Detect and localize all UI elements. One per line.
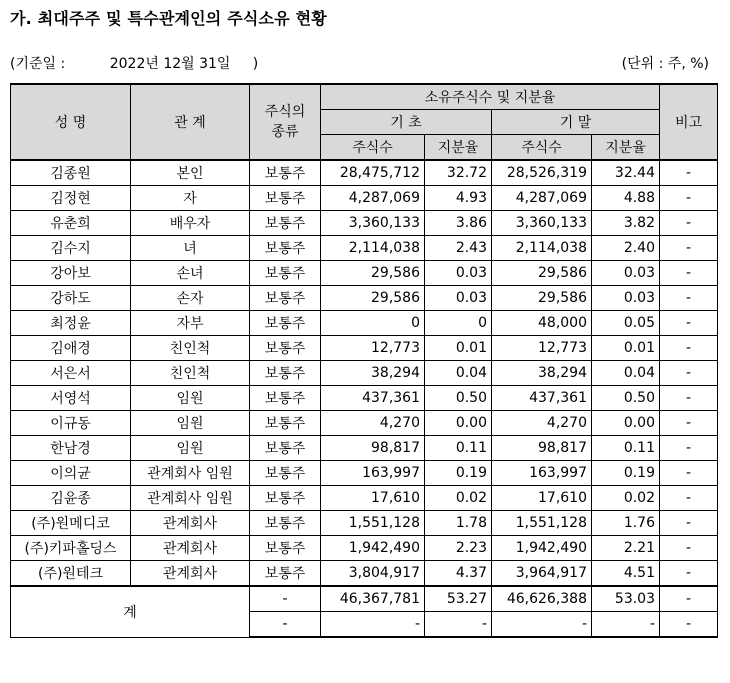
table-row — [11, 336, 718, 361]
cell-name: 강아보 — [11, 261, 131, 286]
cell-stock-type: 보통주 — [250, 160, 321, 186]
cell-begin-ratio: 0 — [425, 311, 492, 336]
cell-begin-ratio: 0.03 — [425, 286, 492, 311]
cell-end-ratio: 0.19 — [592, 461, 660, 486]
cell-end-ratio: 2.40 — [592, 236, 660, 261]
table-row — [11, 411, 718, 436]
total-end-shares-2: - — [492, 612, 592, 638]
cell-relation: 관계회사 — [131, 561, 250, 587]
cell-end-ratio: 0.03 — [592, 261, 660, 286]
table-row — [11, 436, 718, 461]
cell-note: - — [660, 461, 718, 486]
cell-end-shares: 29,586 — [492, 286, 592, 311]
cell-note: - — [660, 486, 718, 511]
table-row — [11, 361, 718, 386]
cell-note: - — [660, 386, 718, 411]
cell-begin-shares: 28,475,712 — [321, 160, 425, 186]
table-row — [11, 386, 718, 411]
total-begin-ratio-2: - — [425, 612, 492, 638]
cell-relation: 자부 — [131, 311, 250, 336]
header-stock-type — [250, 84, 321, 160]
header-relation: 관 계 — [131, 84, 250, 160]
cell-begin-ratio: 2.23 — [425, 536, 492, 561]
cell-end-ratio: 0.00 — [592, 411, 660, 436]
cell-relation: 관계회사 — [131, 511, 250, 536]
table-row — [11, 561, 718, 587]
header-end-shares: 주식수 — [492, 135, 592, 161]
cell-stock-type: 보통주 — [250, 436, 321, 461]
cell-stock-type: 보통주 — [250, 361, 321, 386]
cell-end-shares: 4,287,069 — [492, 186, 592, 211]
cell-end-shares: 4,270 — [492, 411, 592, 436]
cell-name: 한남경 — [11, 436, 131, 461]
cell-end-shares: 3,360,133 — [492, 211, 592, 236]
table-row — [11, 261, 718, 286]
cell-begin-ratio: 2.43 — [425, 236, 492, 261]
total-begin-shares: 46,367,781 — [321, 586, 425, 612]
shareholder-table — [10, 83, 718, 638]
cell-relation: 관계회사 — [131, 536, 250, 561]
cell-end-shares: 98,817 — [492, 436, 592, 461]
cell-stock-type: 보통주 — [250, 511, 321, 536]
cell-end-ratio: 0.05 — [592, 311, 660, 336]
cell-relation: 배우자 — [131, 211, 250, 236]
cell-note: - — [660, 561, 718, 587]
table-row — [11, 286, 718, 311]
table-row — [11, 211, 718, 236]
cell-begin-shares: 0 — [321, 311, 425, 336]
cell-stock-type: 보통주 — [250, 236, 321, 261]
cell-relation: 본인 — [131, 160, 250, 186]
base-date — [10, 53, 258, 73]
table-row — [11, 461, 718, 486]
cell-relation: 관계회사 임원 — [131, 486, 250, 511]
cell-begin-ratio: 0.50 — [425, 386, 492, 411]
cell-relation: 임원 — [131, 386, 250, 411]
cell-note: - — [660, 411, 718, 436]
cell-relation: 친인척 — [131, 361, 250, 386]
cell-begin-ratio: 0.19 — [425, 461, 492, 486]
cell-stock-type: 보통주 — [250, 461, 321, 486]
header-begin-ratio: 지분율 — [425, 135, 492, 161]
cell-begin-shares: 17,610 — [321, 486, 425, 511]
section-title: 가. 최대주주 및 특수관계인의 주식소유 현황 — [10, 9, 327, 28]
cell-name: (주)원테크 — [11, 561, 131, 587]
total-note-2: - — [660, 612, 718, 638]
cell-name: 서은서 — [11, 361, 131, 386]
cell-stock-type: 보통주 — [250, 311, 321, 336]
cell-begin-shares: 12,773 — [321, 336, 425, 361]
cell-note: - — [660, 436, 718, 461]
cell-begin-ratio: 0.11 — [425, 436, 492, 461]
cell-note: - — [660, 336, 718, 361]
header-stock-type-line1: 주식의 — [264, 104, 306, 120]
cell-end-shares: 38,294 — [492, 361, 592, 386]
total-note: - — [660, 586, 718, 612]
cell-note: - — [660, 236, 718, 261]
cell-end-ratio: 0.04 — [592, 361, 660, 386]
cell-begin-ratio: 0.00 — [425, 411, 492, 436]
cell-begin-ratio: 0.01 — [425, 336, 492, 361]
cell-stock-type: 보통주 — [250, 386, 321, 411]
cell-begin-shares: 29,586 — [321, 261, 425, 286]
cell-name: 김수지 — [11, 236, 131, 261]
cell-name: 김윤종 — [11, 486, 131, 511]
header-holdings: 소유주식수 및 지분율 — [321, 84, 660, 110]
header-note: 비고 — [660, 84, 718, 160]
cell-end-shares: 29,586 — [492, 261, 592, 286]
cell-note: - — [660, 361, 718, 386]
cell-end-ratio: 0.03 — [592, 286, 660, 311]
total-type-2: - — [250, 612, 321, 638]
table-row — [11, 160, 718, 186]
cell-end-ratio: 0.01 — [592, 336, 660, 361]
cell-name: (주)원메디코 — [11, 511, 131, 536]
cell-end-shares: 12,773 — [492, 336, 592, 361]
cell-name: 최정윤 — [11, 311, 131, 336]
cell-stock-type: 보통주 — [250, 211, 321, 236]
cell-stock-type: 보통주 — [250, 336, 321, 361]
cell-relation: 임원 — [131, 411, 250, 436]
cell-begin-ratio: 4.37 — [425, 561, 492, 587]
cell-begin-ratio: 0.03 — [425, 261, 492, 286]
cell-relation: 관계회사 임원 — [131, 461, 250, 486]
total-end-ratio-2: - — [592, 612, 660, 638]
cell-end-shares: 17,610 — [492, 486, 592, 511]
cell-stock-type: 보통주 — [250, 536, 321, 561]
cell-begin-shares: 163,997 — [321, 461, 425, 486]
base-date-close: ) — [252, 56, 259, 72]
cell-name: 이규동 — [11, 411, 131, 436]
table-row — [11, 236, 718, 261]
total-label: 계 — [11, 586, 250, 637]
cell-note: - — [660, 211, 718, 236]
cell-begin-shares: 3,804,917 — [321, 561, 425, 587]
cell-end-ratio: 0.02 — [592, 486, 660, 511]
cell-note: - — [660, 261, 718, 286]
table-row — [11, 536, 718, 561]
cell-end-ratio: 0.11 — [592, 436, 660, 461]
table-row — [11, 511, 718, 536]
cell-stock-type: 보통주 — [250, 411, 321, 436]
cell-end-ratio: 2.21 — [592, 536, 660, 561]
cell-stock-type: 보통주 — [250, 286, 321, 311]
cell-end-shares: 48,000 — [492, 311, 592, 336]
total-type: - — [250, 586, 321, 612]
header-name: 성 명 — [11, 84, 131, 160]
total-begin-ratio: 53.27 — [425, 586, 492, 612]
cell-name: 김정현 — [11, 186, 131, 211]
header-end-ratio: 지분율 — [592, 135, 660, 161]
cell-end-ratio: 32.44 — [592, 160, 660, 186]
cell-begin-shares: 4,270 — [321, 411, 425, 436]
cell-stock-type: 보통주 — [250, 486, 321, 511]
cell-relation: 친인척 — [131, 336, 250, 361]
cell-begin-shares: 1,551,128 — [321, 511, 425, 536]
cell-stock-type: 보통주 — [250, 261, 321, 286]
header-ending: 기 말 — [492, 110, 660, 135]
cell-end-shares: 2,114,038 — [492, 236, 592, 261]
cell-begin-ratio: 0.02 — [425, 486, 492, 511]
table-row — [11, 311, 718, 336]
cell-begin-shares: 4,287,069 — [321, 186, 425, 211]
cell-begin-ratio: 1.78 — [425, 511, 492, 536]
cell-note: - — [660, 311, 718, 336]
cell-relation: 자 — [131, 186, 250, 211]
cell-note: - — [660, 536, 718, 561]
total-begin-shares-2: - — [321, 612, 425, 638]
header-stock-type-line2: 종류 — [271, 124, 299, 140]
cell-relation: 손자 — [131, 286, 250, 311]
cell-begin-shares: 98,817 — [321, 436, 425, 461]
cell-begin-shares: 437,361 — [321, 386, 425, 411]
cell-name: 김애경 — [11, 336, 131, 361]
header-beginning: 기 초 — [321, 110, 492, 135]
cell-end-ratio: 3.82 — [592, 211, 660, 236]
cell-end-shares: 28,526,319 — [492, 160, 592, 186]
cell-note: - — [660, 286, 718, 311]
table-row — [11, 186, 718, 211]
cell-relation: 손녀 — [131, 261, 250, 286]
base-date-value: 2022년 12월 31일 — [109, 56, 231, 72]
cell-begin-shares: 29,586 — [321, 286, 425, 311]
cell-name: (주)키파홀딩스 — [11, 536, 131, 561]
cell-relation: 임원 — [131, 436, 250, 461]
cell-name: 강하도 — [11, 286, 131, 311]
cell-end-shares: 1,942,490 — [492, 536, 592, 561]
cell-begin-shares: 1,942,490 — [321, 536, 425, 561]
cell-end-ratio: 4.88 — [592, 186, 660, 211]
cell-end-ratio: 1.76 — [592, 511, 660, 536]
table-row — [11, 486, 718, 511]
cell-note: - — [660, 160, 718, 186]
cell-end-shares: 437,361 — [492, 386, 592, 411]
cell-end-ratio: 0.50 — [592, 386, 660, 411]
cell-end-shares: 163,997 — [492, 461, 592, 486]
cell-stock-type: 보통주 — [250, 561, 321, 587]
cell-stock-type: 보통주 — [250, 186, 321, 211]
cell-name: 이의균 — [11, 461, 131, 486]
base-date-label: (기준일 : — [10, 56, 66, 72]
cell-begin-ratio: 32.72 — [425, 160, 492, 186]
header-begin-shares: 주식수 — [321, 135, 425, 161]
unit-note: (단위 : 주, %) — [621, 56, 709, 72]
cell-relation: 녀 — [131, 236, 250, 261]
total-end-ratio: 53.03 — [592, 586, 660, 612]
cell-name: 유춘희 — [11, 211, 131, 236]
cell-end-shares: 1,551,128 — [492, 511, 592, 536]
cell-begin-ratio: 0.04 — [425, 361, 492, 386]
cell-begin-shares: 3,360,133 — [321, 211, 425, 236]
cell-name: 김종원 — [11, 160, 131, 186]
cell-end-ratio: 4.51 — [592, 561, 660, 587]
cell-name: 서영석 — [11, 386, 131, 411]
cell-begin-shares: 2,114,038 — [321, 236, 425, 261]
cell-note: - — [660, 511, 718, 536]
cell-begin-shares: 38,294 — [321, 361, 425, 386]
cell-end-shares: 3,964,917 — [492, 561, 592, 587]
total-end-shares: 46,626,388 — [492, 586, 592, 612]
cell-note: - — [660, 186, 718, 211]
cell-begin-ratio: 4.93 — [425, 186, 492, 211]
cell-begin-ratio: 3.86 — [425, 211, 492, 236]
